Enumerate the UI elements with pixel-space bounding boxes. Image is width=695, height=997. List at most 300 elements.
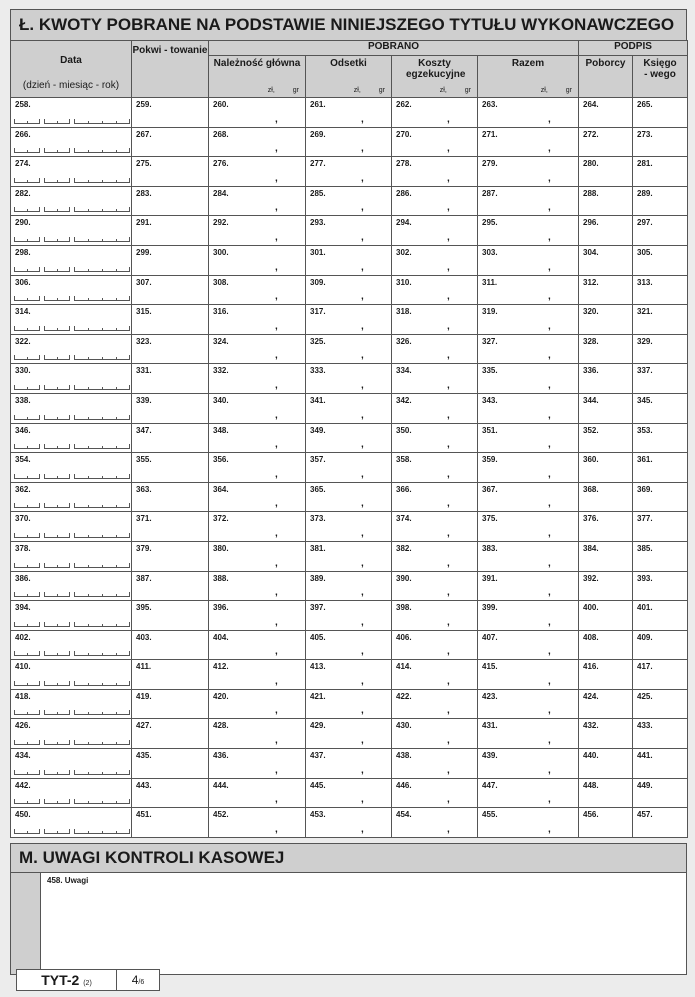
field-number: 347. (136, 425, 152, 435)
cell-ksiegowego[interactable] (633, 334, 688, 364)
cell-odsetki[interactable] (306, 157, 392, 187)
cell-ksiegowego[interactable] (633, 482, 688, 512)
cell-odsetki[interactable] (306, 601, 392, 631)
cell-razem[interactable] (478, 423, 579, 453)
field-number: 286. (396, 188, 412, 198)
cell-koszty[interactable] (392, 541, 478, 571)
cell-naleznosc[interactable] (209, 719, 306, 749)
cell-naleznosc[interactable] (209, 601, 306, 631)
cell-naleznosc[interactable] (209, 334, 306, 364)
decimal-comma: , (447, 202, 450, 214)
cell-razem[interactable] (478, 393, 579, 423)
cell-odsetki[interactable] (306, 186, 392, 216)
decimal-comma: , (275, 616, 278, 628)
decimal-comma: , (361, 646, 364, 658)
field-number: 296. (583, 218, 599, 228)
date-entry-boxes (14, 147, 130, 153)
cell-poborcy[interactable] (579, 749, 633, 779)
field-number: 428. (213, 721, 229, 731)
cell-pokwitowanie[interactable] (132, 660, 209, 690)
cell-poborcy[interactable] (579, 453, 633, 483)
date-entry-boxes (14, 443, 130, 449)
cell-date[interactable] (11, 275, 132, 305)
cell-date[interactable] (11, 749, 132, 779)
cell-ksiegowego[interactable] (633, 571, 688, 601)
field-number: 355. (136, 455, 152, 465)
cell-odsetki[interactable] (306, 808, 392, 838)
cell-pokwitowanie[interactable] (132, 512, 209, 542)
field-number: 326. (396, 336, 412, 346)
cell-pokwitowanie[interactable] (132, 364, 209, 394)
cell-odsetki[interactable] (306, 482, 392, 512)
field-number: 452. (213, 810, 229, 820)
decimal-comma: , (447, 616, 450, 628)
cell-razem[interactable] (478, 334, 579, 364)
cell-koszty[interactable] (392, 630, 478, 660)
cell-naleznosc[interactable] (209, 157, 306, 187)
cell-odsetki[interactable] (306, 98, 392, 128)
cell-naleznosc[interactable] (209, 660, 306, 690)
cell-odsetki[interactable] (306, 423, 392, 453)
cell-odsetki[interactable] (306, 275, 392, 305)
field-number: 258. (15, 100, 31, 109)
cell-ksiegowego[interactable] (633, 660, 688, 690)
cell-razem[interactable] (478, 601, 579, 631)
cell-koszty[interactable] (392, 275, 478, 305)
cell-ksiegowego[interactable] (633, 245, 688, 275)
cell-pokwitowanie[interactable] (132, 305, 209, 335)
cell-poborcy[interactable] (579, 423, 633, 453)
cell-date[interactable] (11, 393, 132, 423)
cell-date[interactable] (11, 216, 132, 246)
cell-ksiegowego[interactable] (633, 601, 688, 631)
decimal-comma: , (275, 468, 278, 480)
cell-date[interactable] (11, 778, 132, 808)
cell-razem[interactable] (478, 157, 579, 187)
cell-koszty[interactable] (392, 157, 478, 187)
cell-pokwitowanie[interactable] (132, 778, 209, 808)
cell-ksiegowego[interactable] (633, 630, 688, 660)
cell-koszty[interactable] (392, 98, 478, 128)
cell-pokwitowanie[interactable] (132, 127, 209, 157)
field-number: 378. (15, 543, 31, 553)
date-entry-boxes (14, 532, 130, 538)
date-entry-boxes (14, 206, 130, 212)
cell-pokwitowanie[interactable] (132, 98, 209, 128)
cell-pokwitowanie[interactable] (132, 541, 209, 571)
decimal-comma: , (361, 468, 364, 480)
field-number: 287. (482, 188, 498, 198)
field-number: 345. (637, 395, 653, 405)
cell-razem[interactable] (478, 275, 579, 305)
decimal-comma: , (361, 350, 364, 362)
field-number: 444. (213, 780, 229, 790)
cell-odsetki[interactable] (306, 453, 392, 483)
decimal-comma: , (548, 468, 551, 480)
cell-date[interactable] (11, 453, 132, 483)
field-number: 291. (136, 218, 152, 228)
cell-koszty[interactable] (392, 660, 478, 690)
cell-pokwitowanie[interactable] (132, 157, 209, 187)
cell-pokwitowanie[interactable] (132, 393, 209, 423)
cell-date[interactable] (11, 630, 132, 660)
cell-razem[interactable] (478, 305, 579, 335)
table-row (11, 689, 688, 719)
cell-pokwitowanie[interactable] (132, 423, 209, 453)
cell-koszty[interactable] (392, 393, 478, 423)
decimal-comma: , (275, 498, 278, 510)
cell-ksiegowego[interactable] (633, 364, 688, 394)
cell-date[interactable] (11, 601, 132, 631)
field-number: 451. (136, 810, 152, 820)
field-number: 290. (15, 218, 31, 228)
cell-razem[interactable] (478, 719, 579, 749)
cell-koszty[interactable] (392, 127, 478, 157)
field-number: 297. (637, 218, 653, 228)
cell-koszty[interactable] (392, 186, 478, 216)
cell-poborcy[interactable] (579, 275, 633, 305)
cell-date[interactable] (11, 157, 132, 187)
date-entry-boxes (14, 325, 130, 331)
cell-odsetki[interactable] (306, 512, 392, 542)
cell-ksiegowego[interactable] (633, 305, 688, 335)
cell-date[interactable] (11, 660, 132, 690)
table-row (11, 512, 688, 542)
date-entry-boxes (14, 266, 130, 272)
cell-razem[interactable] (478, 245, 579, 275)
cell-razem[interactable] (478, 127, 579, 157)
cell-naleznosc[interactable] (209, 453, 306, 483)
cell-naleznosc[interactable] (209, 275, 306, 305)
cell-pokwitowanie[interactable] (132, 245, 209, 275)
cell-ksiegowego[interactable] (633, 216, 688, 246)
field-number: 391. (482, 573, 498, 583)
cell-poborcy[interactable] (579, 393, 633, 423)
cell-ksiegowego[interactable] (633, 689, 688, 719)
cell-poborcy[interactable] (579, 305, 633, 335)
cell-ksiegowego[interactable] (633, 541, 688, 571)
cell-ksiegowego[interactable] (633, 127, 688, 157)
decimal-comma: , (275, 557, 278, 569)
cell-poborcy[interactable] (579, 689, 633, 719)
table-row (11, 601, 688, 631)
cell-odsetki[interactable] (306, 245, 392, 275)
cell-poborcy[interactable] (579, 512, 633, 542)
cell-poborcy[interactable] (579, 541, 633, 571)
cell-ksiegowego[interactable] (633, 393, 688, 423)
field-number: 432. (583, 721, 599, 731)
cell-razem[interactable] (478, 778, 579, 808)
date-entry-boxes (14, 828, 130, 834)
cell-ksiegowego[interactable] (633, 453, 688, 483)
cell-poborcy[interactable] (579, 482, 633, 512)
cell-poborcy[interactable] (579, 808, 633, 838)
cell-naleznosc[interactable] (209, 127, 306, 157)
cell-ksiegowego[interactable] (633, 749, 688, 779)
cell-date[interactable] (11, 512, 132, 542)
col-koszty-header: Koszty egzekucyjne zł, gr (392, 56, 478, 98)
decimal-comma: , (548, 794, 551, 806)
cell-naleznosc[interactable] (209, 689, 306, 719)
cell-odsetki[interactable] (306, 305, 392, 335)
cell-pokwitowanie[interactable] (132, 216, 209, 246)
cell-date[interactable] (11, 127, 132, 157)
cell-date[interactable] (11, 98, 132, 128)
field-number: 368. (583, 484, 599, 494)
cell-pokwitowanie[interactable] (132, 186, 209, 216)
cell-ksiegowego[interactable] (633, 512, 688, 542)
cell-razem[interactable] (478, 482, 579, 512)
cell-razem[interactable] (478, 689, 579, 719)
cell-koszty[interactable] (392, 778, 478, 808)
field-number: 351. (482, 425, 498, 435)
cell-naleznosc[interactable] (209, 630, 306, 660)
field-number: 395. (136, 603, 152, 613)
decimal-comma: , (361, 320, 364, 332)
cell-poborcy[interactable] (579, 98, 633, 128)
cell-razem[interactable] (478, 571, 579, 601)
cell-pokwitowanie[interactable] (132, 601, 209, 631)
cell-poborcy[interactable] (579, 778, 633, 808)
cell-pokwitowanie[interactable] (132, 334, 209, 364)
cell-odsetki[interactable] (306, 778, 392, 808)
cell-pokwitowanie[interactable] (132, 571, 209, 601)
field-number: 431. (482, 721, 498, 731)
cell-pokwitowanie[interactable] (132, 808, 209, 838)
field-number: 271. (482, 129, 498, 139)
field-number: 294. (396, 218, 412, 228)
field-number: 435. (136, 751, 152, 761)
cell-ksiegowego[interactable] (633, 423, 688, 453)
cell-odsetki[interactable] (306, 719, 392, 749)
field-number: 445. (310, 780, 326, 790)
cell-date[interactable] (11, 423, 132, 453)
cell-naleznosc[interactable] (209, 571, 306, 601)
decimal-comma: , (275, 202, 278, 214)
cell-koszty[interactable] (392, 305, 478, 335)
cell-razem[interactable] (478, 216, 579, 246)
cell-naleznosc[interactable] (209, 512, 306, 542)
decimal-comma: , (447, 379, 450, 391)
cell-koszty[interactable] (392, 601, 478, 631)
cell-date[interactable] (11, 334, 132, 364)
date-entry-boxes (14, 798, 130, 804)
cell-odsetki[interactable] (306, 689, 392, 719)
field-number: 324. (213, 336, 229, 346)
cell-poborcy[interactable] (579, 157, 633, 187)
decimal-comma: , (361, 498, 364, 510)
field-number: 437. (310, 751, 326, 761)
field-number: 328. (583, 336, 599, 346)
decimal-comma: , (361, 231, 364, 243)
cell-ksiegowego[interactable] (633, 98, 688, 128)
cell-odsetki[interactable] (306, 334, 392, 364)
field-number: 367. (482, 484, 498, 494)
decimal-comma: , (447, 764, 450, 776)
cell-razem[interactable] (478, 453, 579, 483)
decimal-comma: , (361, 172, 364, 184)
cell-date[interactable] (11, 689, 132, 719)
cell-koszty[interactable] (392, 334, 478, 364)
cell-koszty[interactable] (392, 749, 478, 779)
cell-naleznosc[interactable] (209, 808, 306, 838)
cell-date[interactable] (11, 571, 132, 601)
cell-odsetki[interactable] (306, 364, 392, 394)
decimal-comma: , (548, 498, 551, 510)
decimal-comma: , (361, 527, 364, 539)
cell-koszty[interactable] (392, 571, 478, 601)
cell-naleznosc[interactable] (209, 186, 306, 216)
field-number: 299. (136, 247, 152, 257)
table-row (11, 571, 688, 601)
table-row (11, 778, 688, 808)
cell-koszty[interactable] (392, 216, 478, 246)
cell-pokwitowanie[interactable] (132, 482, 209, 512)
cell-ksiegowego[interactable] (633, 275, 688, 305)
cell-naleznosc[interactable] (209, 216, 306, 246)
cell-pokwitowanie[interactable] (132, 453, 209, 483)
date-entry-boxes (14, 621, 130, 627)
decimal-comma: , (275, 261, 278, 273)
date-entry-boxes (14, 562, 130, 568)
cell-koszty[interactable] (392, 364, 478, 394)
cell-date[interactable] (11, 541, 132, 571)
table-row (11, 275, 688, 305)
col-poborcy-header: Poborcy (579, 56, 633, 98)
cell-ksiegowego[interactable] (633, 157, 688, 187)
decimal-comma: , (548, 675, 551, 687)
cell-koszty[interactable] (392, 245, 478, 275)
cell-odsetki[interactable] (306, 571, 392, 601)
cell-koszty[interactable] (392, 453, 478, 483)
decimal-comma: , (275, 587, 278, 599)
field-number: 453. (310, 810, 326, 820)
cell-poborcy[interactable] (579, 719, 633, 749)
cell-pokwitowanie[interactable] (132, 630, 209, 660)
table-row (11, 245, 688, 275)
cell-naleznosc[interactable] (209, 778, 306, 808)
cell-poborcy[interactable] (579, 571, 633, 601)
decimal-comma: , (548, 823, 551, 835)
field-number: 419. (136, 691, 152, 701)
cell-razem[interactable] (478, 541, 579, 571)
cell-odsetki[interactable] (306, 749, 392, 779)
field-number: 388. (213, 573, 229, 583)
cell-odsetki[interactable] (306, 630, 392, 660)
cell-naleznosc[interactable] (209, 98, 306, 128)
cell-odsetki[interactable] (306, 127, 392, 157)
cell-razem[interactable] (478, 808, 579, 838)
cell-poborcy[interactable] (579, 630, 633, 660)
cell-ksiegowego[interactable] (633, 778, 688, 808)
field-number: 292. (213, 218, 229, 228)
cell-razem[interactable] (478, 186, 579, 216)
decimal-comma: , (447, 705, 450, 717)
cell-koszty[interactable] (392, 512, 478, 542)
field-number: 337. (637, 366, 653, 376)
decimal-comma: , (361, 764, 364, 776)
remarks-field[interactable] (41, 873, 686, 974)
decimal-comma: , (275, 794, 278, 806)
cell-razem[interactable] (478, 512, 579, 542)
cell-naleznosc[interactable] (209, 541, 306, 571)
cell-poborcy[interactable] (579, 186, 633, 216)
cell-pokwitowanie[interactable] (132, 719, 209, 749)
cell-date[interactable] (11, 719, 132, 749)
cell-poborcy[interactable] (579, 660, 633, 690)
cell-date[interactable] (11, 808, 132, 838)
decimal-comma: , (275, 379, 278, 391)
cell-razem[interactable] (478, 749, 579, 779)
cell-koszty[interactable] (392, 808, 478, 838)
cell-naleznosc[interactable] (209, 423, 306, 453)
cell-pokwitowanie[interactable] (132, 689, 209, 719)
cell-date[interactable] (11, 245, 132, 275)
cell-poborcy[interactable] (579, 334, 633, 364)
cell-poborcy[interactable] (579, 601, 633, 631)
field-number: 311. (482, 277, 498, 287)
cell-poborcy[interactable] (579, 216, 633, 246)
cell-ksiegowego[interactable] (633, 808, 688, 838)
field-number: 441. (637, 751, 653, 761)
cell-odsetki[interactable] (306, 216, 392, 246)
table-row (11, 719, 688, 749)
cell-naleznosc[interactable] (209, 482, 306, 512)
cell-date[interactable] (11, 305, 132, 335)
cell-odsetki[interactable] (306, 660, 392, 690)
cell-naleznosc[interactable] (209, 749, 306, 779)
cell-koszty[interactable] (392, 719, 478, 749)
cell-poborcy[interactable] (579, 127, 633, 157)
cell-razem[interactable] (478, 364, 579, 394)
field-number: 352. (583, 425, 599, 435)
cell-naleznosc[interactable] (209, 305, 306, 335)
cell-koszty[interactable] (392, 423, 478, 453)
decimal-comma: , (275, 409, 278, 421)
field-number: 349. (310, 425, 326, 435)
field-number: 407. (482, 632, 498, 642)
cell-odsetki[interactable] (306, 541, 392, 571)
cell-razem[interactable] (478, 660, 579, 690)
cell-naleznosc[interactable] (209, 364, 306, 394)
field-number: 430. (396, 721, 412, 731)
cell-date[interactable] (11, 364, 132, 394)
cell-poborcy[interactable] (579, 245, 633, 275)
col-pokwitowanie-header: Pokwi - towanie (132, 41, 209, 98)
cell-naleznosc[interactable] (209, 393, 306, 423)
cell-koszty[interactable] (392, 689, 478, 719)
cell-ksiegowego[interactable] (633, 186, 688, 216)
decimal-comma: , (447, 794, 450, 806)
cell-naleznosc[interactable] (209, 245, 306, 275)
cell-ksiegowego[interactable] (633, 719, 688, 749)
field-number: 346. (15, 425, 31, 435)
cell-date[interactable] (11, 186, 132, 216)
cell-pokwitowanie[interactable] (132, 749, 209, 779)
field-number: 277. (310, 159, 326, 169)
decimal-comma: , (548, 705, 551, 717)
cell-koszty[interactable] (392, 482, 478, 512)
cell-odsetki[interactable] (306, 393, 392, 423)
cell-date[interactable] (11, 482, 132, 512)
section-l-title: Ł. KWOTY POBRANE NA PODSTAWIE NINIEJSZEGO TYTUŁU WYKONAWCZEGO (10, 9, 687, 41)
field-number: 417. (637, 662, 653, 672)
cell-razem[interactable] (478, 98, 579, 128)
cell-poborcy[interactable] (579, 364, 633, 394)
cell-pokwitowanie[interactable] (132, 275, 209, 305)
decimal-comma: , (447, 823, 450, 835)
cell-razem[interactable] (478, 630, 579, 660)
